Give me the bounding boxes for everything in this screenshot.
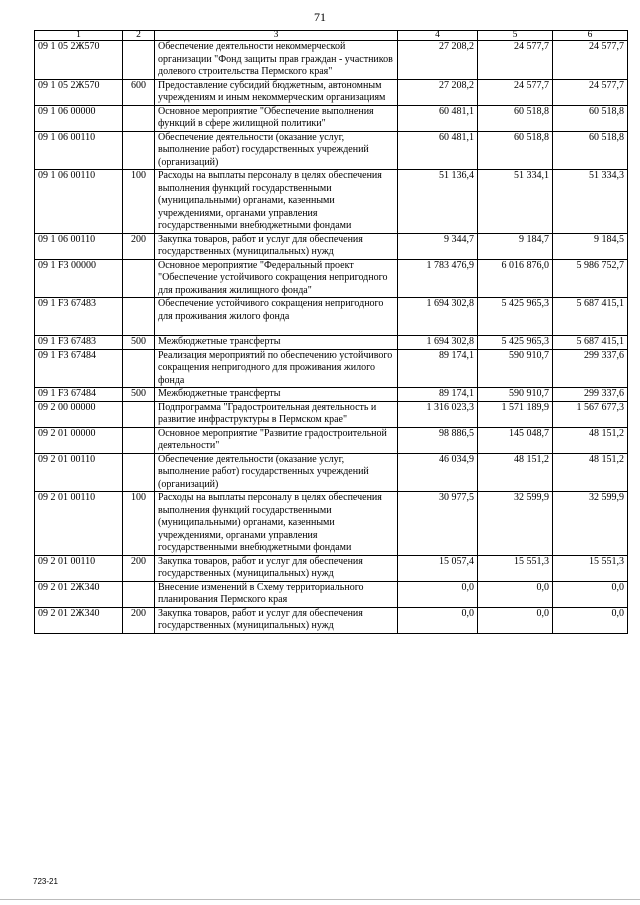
cell-amount-3: 24 577,7 xyxy=(553,41,628,80)
cell-expense-type: 500 xyxy=(123,388,155,402)
cell-code: 09 1 F3 67483 xyxy=(35,336,123,350)
page-bottom-edge xyxy=(0,899,640,900)
cell-amount-3: 0,0 xyxy=(553,607,628,633)
cell-amount-2: 590 910,7 xyxy=(478,349,553,388)
table-row xyxy=(35,388,628,402)
table-header-row xyxy=(35,31,628,41)
table-row xyxy=(35,492,628,556)
cell-description: Подпрограмма "Градостроительная деятельность и развитие инфраструктуры в Пермском крае" xyxy=(155,401,398,427)
table-row xyxy=(35,581,628,607)
cell-code: 09 1 06 00110 xyxy=(35,131,123,170)
cell-amount-1: 27 208,2 xyxy=(398,79,478,105)
cell-amount-3: 0,0 xyxy=(553,581,628,607)
cell-expense-type: 100 xyxy=(123,170,155,234)
table-row xyxy=(35,41,628,80)
cell-amount-3: 1 567 677,3 xyxy=(553,401,628,427)
cell-amount-3: 5 986 752,7 xyxy=(553,259,628,298)
cell-amount-2: 1 571 189,9 xyxy=(478,401,553,427)
column-header: 4 xyxy=(398,31,478,41)
cell-description: Закупка товаров, работ и услуг для обеспечения государственных (муниципальных) нужд xyxy=(155,233,398,259)
table-row xyxy=(35,453,628,492)
cell-amount-2: 32 599,9 xyxy=(478,492,553,556)
cell-description: Основное мероприятие "Федеральный проект "Обеспечение устойчивого сокращения непригодного для проживания жилищного фонда" xyxy=(155,259,398,298)
cell-amount-2: 5 425 965,3 xyxy=(478,336,553,350)
cell-amount-1: 15 057,4 xyxy=(398,555,478,581)
table-row xyxy=(35,131,628,170)
cell-amount-1: 0,0 xyxy=(398,607,478,633)
cell-amount-3: 60 518,8 xyxy=(553,105,628,131)
footer-code: 723-21 xyxy=(33,877,58,886)
cell-amount-2: 6 016 876,0 xyxy=(478,259,553,298)
cell-amount-3: 32 599,9 xyxy=(553,492,628,556)
cell-code: 09 1 06 00000 xyxy=(35,105,123,131)
table-row xyxy=(35,298,628,336)
cell-description: Закупка товаров, работ и услуг для обеспечения государственных (муниципальных) нужд xyxy=(155,555,398,581)
cell-description: Расходы на выплаты персоналу в целях обеспечения выполнения функций государственными (муниципальными) органами, казенными учреждениями, органами управления государственными внебюджетными фондами xyxy=(155,492,398,556)
cell-code: 09 1 F3 67484 xyxy=(35,349,123,388)
page-number: 71 xyxy=(314,10,326,24)
table-row xyxy=(35,105,628,131)
cell-amount-1: 1 694 302,8 xyxy=(398,298,478,336)
cell-expense-type: 200 xyxy=(123,233,155,259)
cell-amount-3: 5 687 415,1 xyxy=(553,298,628,336)
cell-amount-2: 9 184,7 xyxy=(478,233,553,259)
cell-expense-type: 200 xyxy=(123,607,155,633)
cell-expense-type xyxy=(123,105,155,131)
cell-amount-1: 98 886,5 xyxy=(398,427,478,453)
cell-expense-type xyxy=(123,453,155,492)
cell-amount-1: 1 316 023,3 xyxy=(398,401,478,427)
cell-amount-2: 0,0 xyxy=(478,607,553,633)
cell-amount-2: 48 151,2 xyxy=(478,453,553,492)
cell-description: Межбюджетные трансферты xyxy=(155,388,398,402)
cell-amount-3: 51 334,3 xyxy=(553,170,628,234)
cell-description: Обеспечение деятельности (оказание услуг, выполнение работ) государственных учреждений (организаций) xyxy=(155,453,398,492)
cell-amount-1: 1 783 476,9 xyxy=(398,259,478,298)
cell-code: 09 2 01 2Ж340 xyxy=(35,607,123,633)
cell-description: Обеспечение устойчивого сокращения непригодного для проживания жилого фонда xyxy=(155,298,398,336)
cell-amount-2: 0,0 xyxy=(478,581,553,607)
cell-description: Внесение изменений в Схему территориального планирования Пермского края xyxy=(155,581,398,607)
cell-amount-3: 5 687 415,1 xyxy=(553,336,628,350)
cell-expense-type xyxy=(123,401,155,427)
cell-amount-3: 299 337,6 xyxy=(553,349,628,388)
cell-expense-type xyxy=(123,259,155,298)
cell-amount-2: 5 425 965,3 xyxy=(478,298,553,336)
cell-code: 09 1 06 00110 xyxy=(35,233,123,259)
table-row xyxy=(35,401,628,427)
cell-code: 09 1 05 2Ж570 xyxy=(35,41,123,80)
table-row xyxy=(35,336,628,350)
column-header: 3 xyxy=(155,31,398,41)
cell-expense-type xyxy=(123,349,155,388)
cell-amount-3: 15 551,3 xyxy=(553,555,628,581)
cell-expense-type: 200 xyxy=(123,555,155,581)
column-header: 1 xyxy=(35,31,123,41)
cell-code: 09 2 01 2Ж340 xyxy=(35,581,123,607)
cell-code: 09 1 F3 67483 xyxy=(35,298,123,336)
cell-expense-type xyxy=(123,41,155,80)
cell-code: 09 1 06 00110 xyxy=(35,170,123,234)
cell-description: Обеспечение деятельности некоммерческой организации "Фонд защиты прав граждан - участников долевого строительства Пермского края" xyxy=(155,41,398,80)
cell-code: 09 1 05 2Ж570 xyxy=(35,79,123,105)
cell-description: Расходы на выплаты персоналу в целях обеспечения выполнения функций государственными (муниципальными) органами, казенными учреждениями, органами управления государственными внебюджетными фондами xyxy=(155,170,398,234)
cell-amount-2: 145 048,7 xyxy=(478,427,553,453)
cell-description: Основное мероприятие "Развитие градостроительной деятельности" xyxy=(155,427,398,453)
table-row xyxy=(35,349,628,388)
cell-expense-type xyxy=(123,581,155,607)
table-row xyxy=(35,233,628,259)
cell-code: 09 2 01 00110 xyxy=(35,453,123,492)
cell-amount-2: 60 518,8 xyxy=(478,105,553,131)
cell-code: 09 2 01 00110 xyxy=(35,492,123,556)
cell-amount-1: 27 208,2 xyxy=(398,41,478,80)
column-header: 2 xyxy=(123,31,155,41)
cell-description: Обеспечение деятельности (оказание услуг, выполнение работ) государственных учреждений (организаций) xyxy=(155,131,398,170)
cell-description: Закупка товаров, работ и услуг для обеспечения государственных (муниципальных) нужд xyxy=(155,607,398,633)
table-body xyxy=(35,41,628,634)
cell-description: Межбюджетные трансферты xyxy=(155,336,398,350)
cell-description: Предоставление субсидий бюджетным, автономным учреждениям и иным некоммерческим организациям xyxy=(155,79,398,105)
cell-amount-1: 51 136,4 xyxy=(398,170,478,234)
cell-amount-1: 46 034,9 xyxy=(398,453,478,492)
cell-description: Основное мероприятие "Обеспечение выполнения функций в сфере жилищной политики" xyxy=(155,105,398,131)
cell-expense-type: 600 xyxy=(123,79,155,105)
cell-code: 09 1 F3 67484 xyxy=(35,388,123,402)
cell-amount-2: 51 334,1 xyxy=(478,170,553,234)
cell-expense-type xyxy=(123,131,155,170)
cell-amount-2: 590 910,7 xyxy=(478,388,553,402)
table-row xyxy=(35,555,628,581)
cell-code: 09 1 F3 00000 xyxy=(35,259,123,298)
cell-description: Реализация мероприятий по обеспечению устойчивого сокращения непригодного для проживания жилого фонда xyxy=(155,349,398,388)
column-header: 6 xyxy=(553,31,628,41)
cell-code: 09 2 01 00110 xyxy=(35,555,123,581)
cell-code: 09 2 01 00000 xyxy=(35,427,123,453)
cell-amount-2: 24 577,7 xyxy=(478,79,553,105)
cell-amount-1: 89 174,1 xyxy=(398,388,478,402)
table-row xyxy=(35,607,628,633)
cell-amount-1: 89 174,1 xyxy=(398,349,478,388)
table-row xyxy=(35,79,628,105)
cell-amount-3: 24 577,7 xyxy=(553,79,628,105)
cell-amount-1: 60 481,1 xyxy=(398,131,478,170)
cell-amount-3: 9 184,5 xyxy=(553,233,628,259)
cell-amount-1: 30 977,5 xyxy=(398,492,478,556)
cell-amount-1: 9 344,7 xyxy=(398,233,478,259)
table-row xyxy=(35,259,628,298)
cell-amount-3: 60 518,8 xyxy=(553,131,628,170)
table-row xyxy=(35,170,628,234)
cell-amount-2: 60 518,8 xyxy=(478,131,553,170)
cell-amount-1: 0,0 xyxy=(398,581,478,607)
cell-amount-3: 48 151,2 xyxy=(553,453,628,492)
cell-amount-1: 60 481,1 xyxy=(398,105,478,131)
table-row xyxy=(35,427,628,453)
budget-table xyxy=(34,30,628,634)
cell-amount-3: 299 337,6 xyxy=(553,388,628,402)
cell-amount-3: 48 151,2 xyxy=(553,427,628,453)
cell-expense-type xyxy=(123,298,155,336)
cell-amount-2: 15 551,3 xyxy=(478,555,553,581)
cell-expense-type: 500 xyxy=(123,336,155,350)
column-header: 5 xyxy=(478,31,553,41)
cell-expense-type: 100 xyxy=(123,492,155,556)
cell-amount-1: 1 694 302,8 xyxy=(398,336,478,350)
cell-expense-type xyxy=(123,427,155,453)
cell-code: 09 2 00 00000 xyxy=(35,401,123,427)
cell-amount-2: 24 577,7 xyxy=(478,41,553,80)
